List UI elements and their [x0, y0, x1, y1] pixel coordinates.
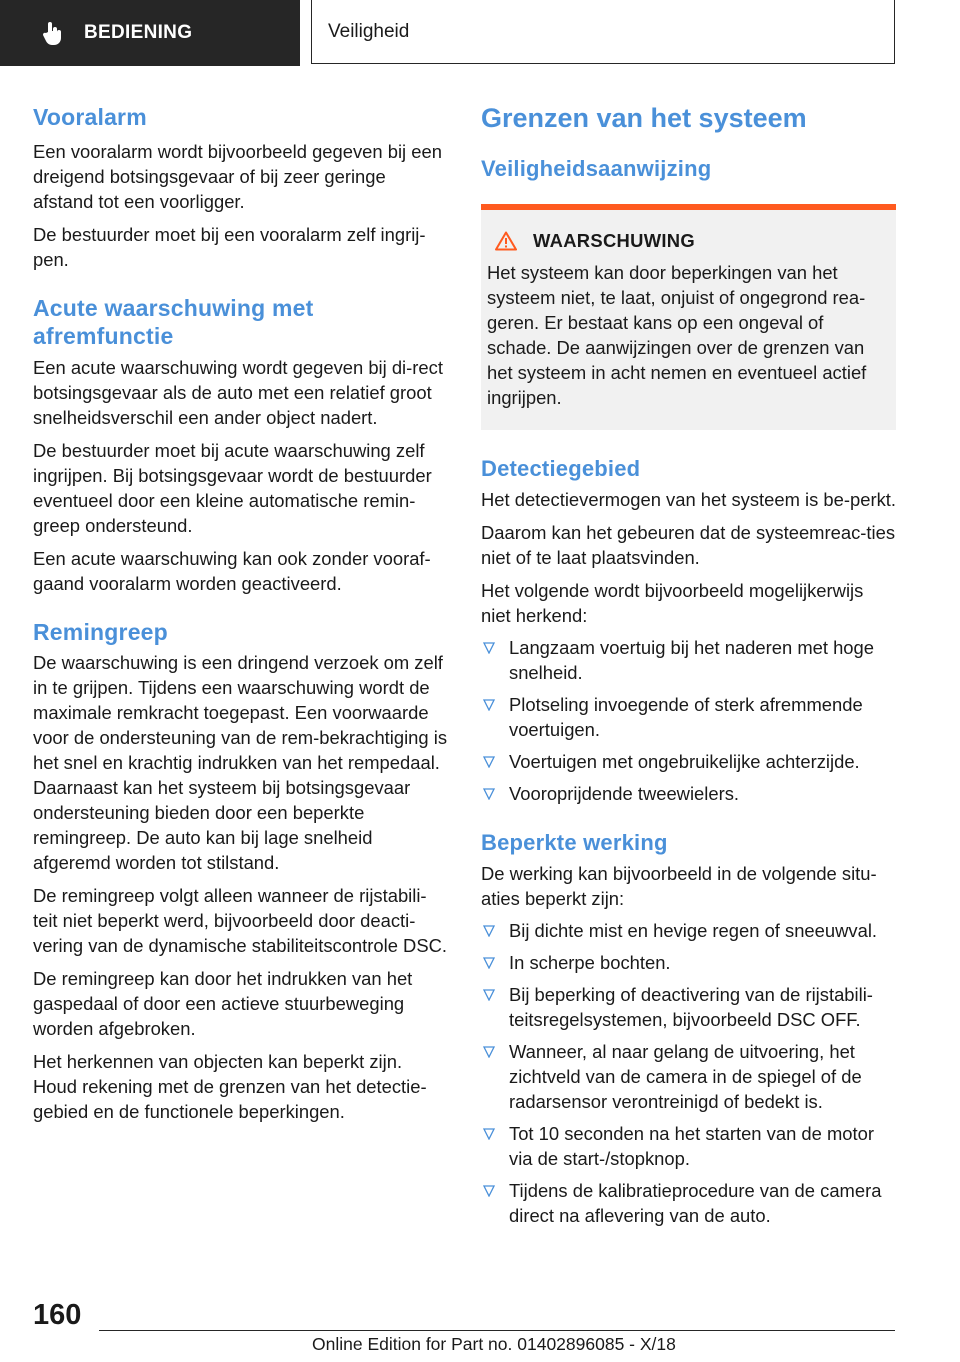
- warning-box: [481, 204, 896, 430]
- detection-list: [481, 635, 896, 806]
- detection-area-heading: Detectiegebied: [481, 456, 641, 481]
- list-item: Tot 10 seconden na het starten van de motor via de start-/stopknop.: [481, 1121, 896, 1171]
- bullet-triangle-icon: [483, 699, 495, 711]
- acute-warning-paragraph-3: Een acute waarschuwing kan ook zonder vooraf-gaand vooralarm worden geactiveerd.: [33, 548, 431, 594]
- chapter-label: Veiligheid: [328, 20, 410, 42]
- bullet-triangle-icon: [483, 989, 495, 1001]
- list-item: Langzaam voertuig bij het naderen met hoge snelheid.: [481, 635, 896, 685]
- limited-list: [481, 918, 896, 1228]
- warning-title: [487, 230, 890, 252]
- page-number: 160: [33, 1299, 82, 1331]
- list-item: Tijdens de kalibratieprocedure van de camera direct na aflevering van de auto.: [481, 1178, 896, 1228]
- detection-paragraph-1: Het detectievermogen van het systeem is be-perkt.: [481, 489, 897, 510]
- acute-warning-paragraph-1: Een acute waarschuwing wordt gegeven bij di-rect botsingsgevaar als de auto met een relatief groot snelheidsverschil een ander object nadert.: [33, 357, 443, 428]
- list-item: Bij dichte mist en hevige regen of sneeuwval.: [481, 918, 896, 943]
- detection-paragraph-3: Het volgende wordt bijvoorbeeld mogelijkerwijs niet herkend:: [481, 580, 864, 626]
- bullet-triangle-icon: [483, 957, 495, 969]
- pre-alarm-paragraph-1: Een vooralarm wordt bijvoorbeeld gegeven bij een dreigend botsingsgevaar of bij zeer geringe afstand tot een voorligger.: [33, 141, 442, 212]
- left-column: [33, 100, 449, 1124]
- chapter-tab[interactable]: [311, 0, 895, 64]
- brake-intervention-paragraph-4: Het herkennen van objecten kan beperkt zijn. Houd rekening met de grenzen van het detectie-gebied en de functionele beperkingen.: [33, 1051, 427, 1122]
- list-item: Plotseling invoegende of sterk afremmende voertuigen.: [481, 692, 896, 742]
- bullet-triangle-icon: [483, 788, 495, 800]
- list-item: Vooroprijdende tweewielers.: [481, 781, 896, 806]
- limited-function-heading: Beperkte werking: [481, 830, 668, 855]
- pre-alarm-paragraph-2: De bestuurder moet bij een vooralarm zelf ingrij-pen.: [33, 224, 426, 270]
- brake-intervention-paragraph-1: De waarschuwing is een dringend verzoek om zelf in te grijpen. Tijdens een waarschuwing wordt de maximale remkracht toegepast. Een voorwaarde voor de ondersteuning van de rem-bekrachtiging is het snel en krachtig indrukken van het rempedaal. Daarnaast kan het systeem bij botsingsgevaar ondersteuning bieden door een beperkte remingreep. De auto kan bij lage snelheid afgeremd worden tot stilstand.: [33, 652, 448, 873]
- list-item: Wanneer, al naar gelang de uitvoering, het zichtveld van de camera in de spiegel of de radarsensor verontreinigd of bedekt is.: [481, 1039, 896, 1114]
- section-label: BEDIENING: [84, 22, 193, 43]
- right-column: [481, 100, 896, 1228]
- brake-intervention-paragraph-2: De remingreep volgt alleen wanneer de rijstabili-teit niet beperkt werd, bijvoorbeeld door deacti-vering van de dynamische stabiliteitscontrole DSC.: [33, 885, 447, 956]
- warning-text: Het systeem kan door beperkingen van het systeem niet, te laat, onjuist of ongegrond rea-geren. Er bestaat kans op een ongeval of schade. De aanwijzingen over de grenzen van het systeem in acht nemen en eventueel actief ingrijpen.: [487, 262, 867, 408]
- bullet-triangle-icon: [483, 642, 495, 654]
- section-tab[interactable]: [0, 0, 300, 66]
- list-item: Bij beperking of deactivering van de rijstabili-teitsregelsystemen, bijvoorbeeld DSC OFF.: [481, 982, 896, 1032]
- detection-paragraph-2: Daarom kan het gebeuren dat de systeemreac-ties niet of te laat plaatsvinden.: [481, 522, 896, 568]
- safety-heading: Veiligheidsaanwijzing: [481, 156, 712, 181]
- footer-edition: Online Edition for Part no. 01402896085 - X/18: [312, 1334, 676, 1354]
- warning-title-text: WAARSCHUWING: [533, 230, 695, 251]
- pre-alarm-heading: Vooralarm: [33, 104, 147, 130]
- bullet-triangle-icon: [483, 756, 495, 768]
- system-limits-title: Grenzen van het systeem: [481, 103, 807, 133]
- warning-triangle-icon: [495, 231, 517, 251]
- acute-warning-paragraph-2: De bestuurder moet bij acute waarschuwing zelf ingrijpen. Bij botsingsgevaar wordt de bestuurder eventueel door een kleine automatische remin-greep ondersteund.: [33, 440, 432, 536]
- footer-divider: [99, 1330, 895, 1331]
- limited-paragraph-1: De werking kan bijvoorbeeld in de volgende situ-aties beperkt zijn:: [481, 863, 877, 909]
- brake-intervention-paragraph-3: De remingreep kan door het indrukken van het gaspedaal of door een actieve stuurbeweging worden afgebroken.: [33, 968, 413, 1039]
- list-item: Voertuigen met ongebruikelijke achterzijde.: [481, 749, 896, 774]
- acute-warning-heading: Acute waarschuwing met afremfunctie: [33, 295, 314, 349]
- list-item: In scherpe bochten.: [481, 950, 896, 975]
- bullet-triangle-icon: [483, 1128, 495, 1140]
- hand-pointer-icon: [40, 20, 66, 46]
- bullet-triangle-icon: [483, 1046, 495, 1058]
- brake-intervention-heading: Remingreep: [33, 619, 168, 645]
- bullet-triangle-icon: [483, 925, 495, 937]
- bullet-triangle-icon: [483, 1185, 495, 1197]
- page-header: [0, 0, 960, 66]
